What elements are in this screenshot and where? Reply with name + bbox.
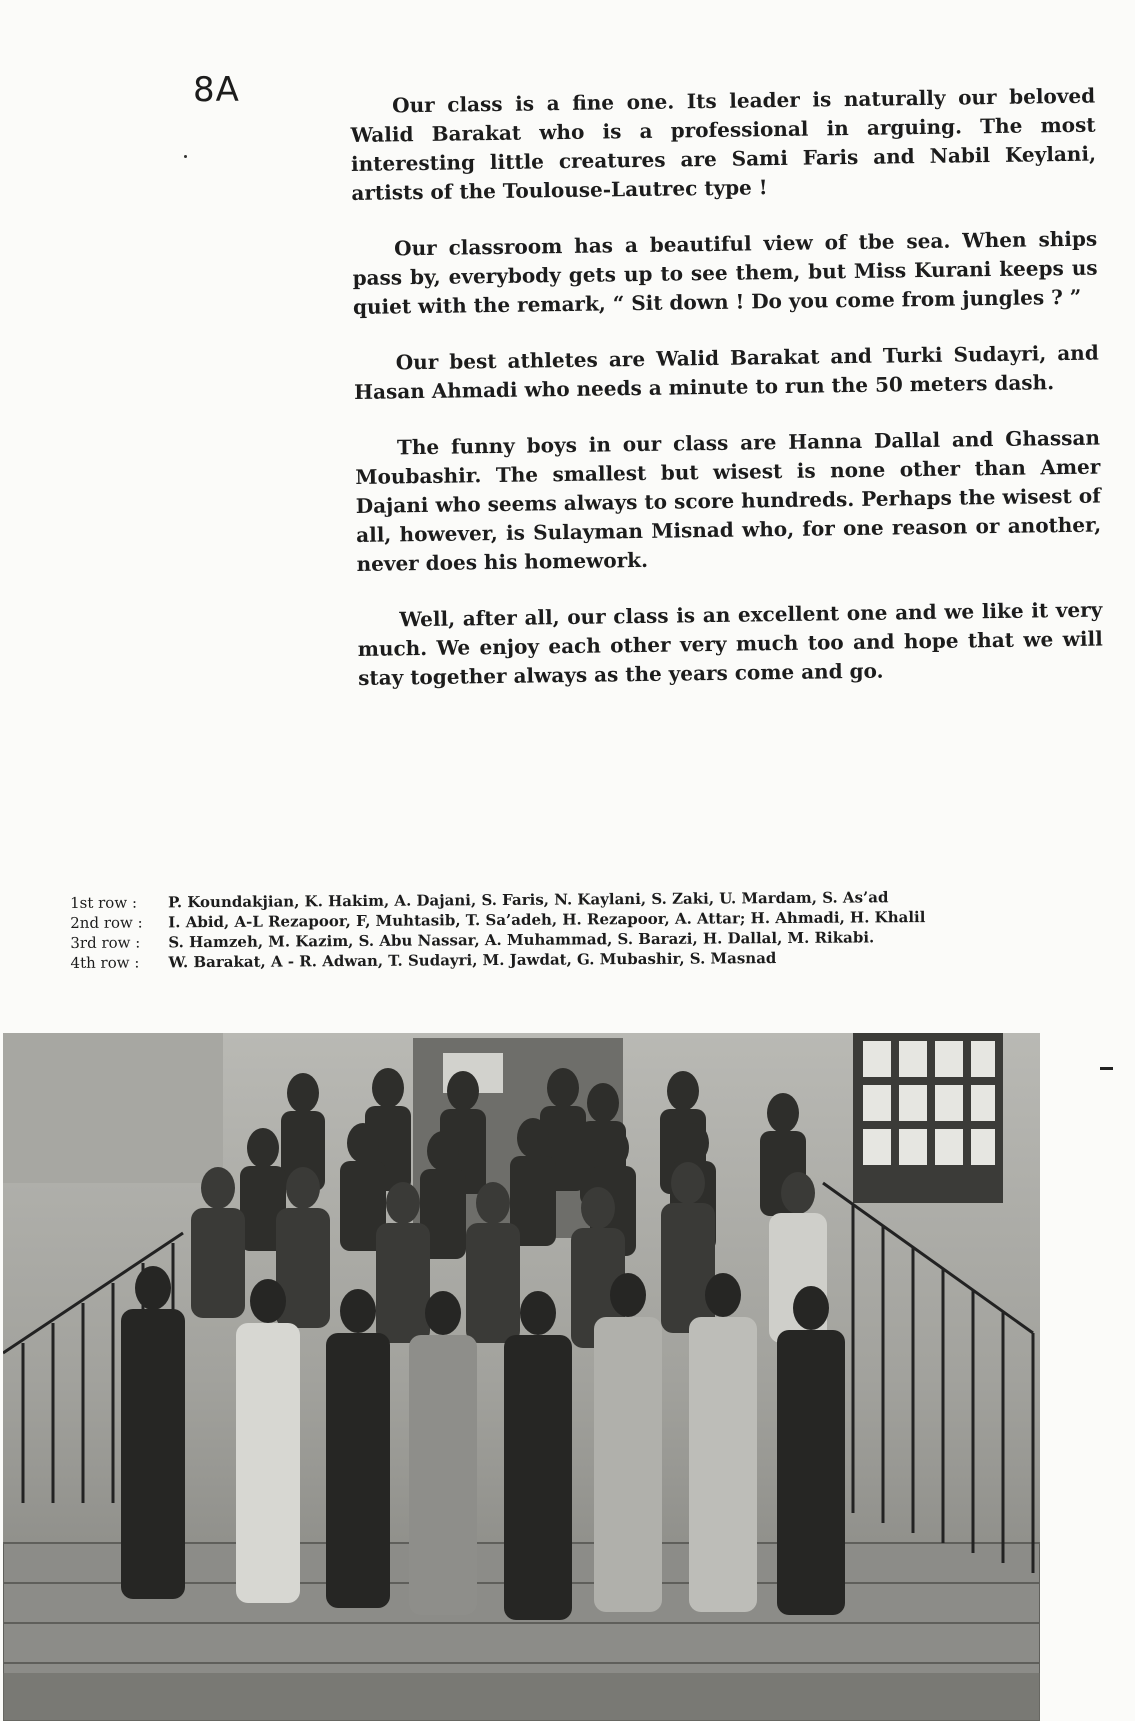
print-mark (1100, 1067, 1113, 1070)
class-essay (350, 82, 1104, 720)
caption-row-names: S. Hamzeh, M. Kazim, S. Abu Nassar, A. Muhammad, S. Barazi, H. Dallal, M. Rikabi. (168, 928, 875, 952)
essay-paragraph: The funny boys in our class are Hanna Dallal and Ghassan Moubashir. The smallest but wisest is none other than Amer Dajani who seems always to score hundreds. Perhaps the wisest of all, however, is Sulayman Misnad who, for one reason or another, never does his homework. (355, 425, 1102, 576)
essay-paragraph: Our classroom has a beautiful view of tbe sea. When ships pass by, everybody gets up to see them, but Miss Kurani keeps us quiet with the remark, “ Sit down ! Do you come from jungles ? ” (352, 226, 1098, 319)
page-title: 8A (193, 70, 240, 110)
caption-row-label: 4th row : (70, 953, 140, 972)
essay-paragraph: Well, after all, our class is an excellent one and we like it very much. We enjoy each other very much too and hope that we will stay together always as the years come and go. (357, 597, 1103, 690)
caption-row-names: P. Koundakjian, K. Hakim, A. Dajani, S. Faris, N. Kaylani, S. Zaki, U. Mardam, S. As’ad (168, 888, 889, 912)
caption-row-names: W. Barakat, A - R. Adwan, T. Sudayri, M. Jawdat, G. Mubashir, S. Masnad (168, 949, 777, 972)
caption-row-label: 2nd row : (70, 913, 143, 932)
class-group-photo (3, 1033, 1040, 1721)
caption-row-names: I. Abid, A-L Rezapoor, F, Muhtasib, T. Sa’adeh, H. Rezapoor, A. Attar; H. Ahmadi, H. Khalil (168, 908, 926, 932)
photo-caption (70, 886, 1071, 973)
print-speck (184, 155, 187, 158)
class-photo-image (3, 1033, 1040, 1721)
caption-row-label: 3rd row : (70, 933, 141, 952)
essay-paragraph: Our class is a fine one. Its leader is naturally our beloved Walid Barakat who is a professional in arguing. The most interesting little creatures are Sami Faris and Nabil Keylani, artists of the Toulouse-Lautrec type ! (350, 83, 1097, 205)
caption-row-label: 1st row : (70, 893, 138, 912)
essay-paragraph: Our best athletes are Walid Barakat and Turki Sudayri, and Hasan Ahmadi who needs a minute to run the 50 meters dash. (354, 340, 1099, 404)
